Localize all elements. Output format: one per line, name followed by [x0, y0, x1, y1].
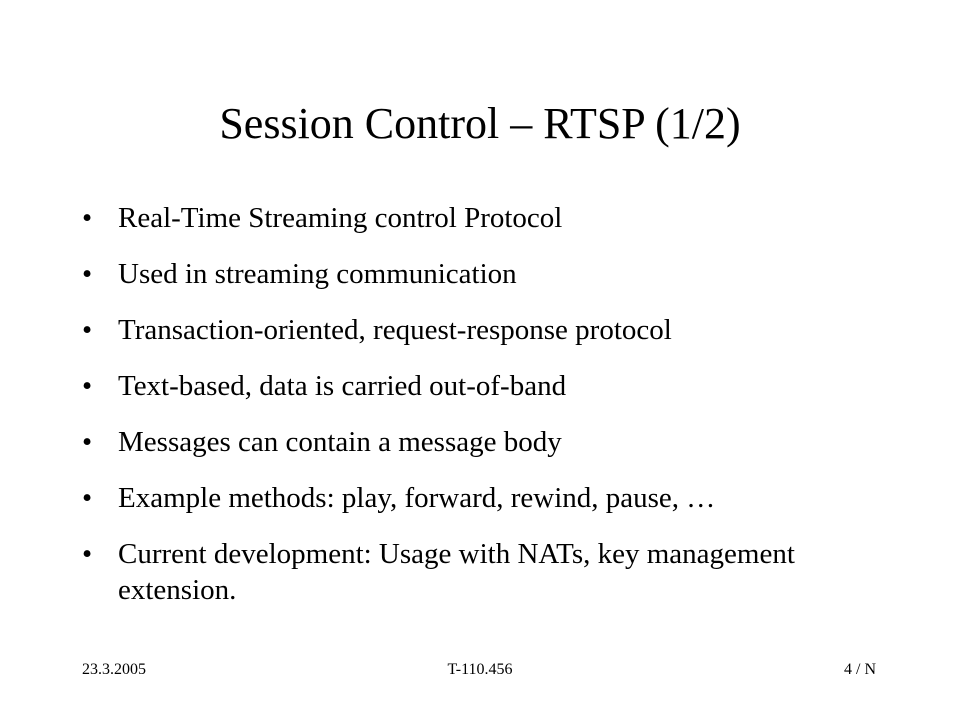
- footer-date: 23.3.2005: [82, 661, 146, 678]
- bullet-item: [82, 424, 902, 460]
- bullet-text: Example methods: play, forward, rewind, pause, …: [118, 482, 716, 514]
- bullet-item: [82, 368, 902, 404]
- bullet-icon: •: [82, 314, 93, 346]
- bullet-text: Used in streaming communication: [118, 258, 517, 290]
- footer-course-code: T-110.456: [447, 661, 513, 678]
- bullet-text: Transaction-oriented, request-response protocol: [118, 314, 672, 346]
- bullet-text: Text-based, data is carried out-of-band: [118, 370, 567, 402]
- bullet-item: [82, 256, 902, 292]
- bullet-icon: •: [82, 258, 93, 290]
- bullet-item: [82, 480, 902, 516]
- bullet-icon: •: [82, 482, 93, 514]
- bullet-text: Real-Time Streaming control Protocol: [118, 202, 563, 234]
- bullet-icon: •: [82, 426, 93, 458]
- bullet-item: [82, 312, 902, 348]
- bullet-icon: •: [82, 538, 93, 570]
- bullet-text: Current development: Usage with NATs, key management extension.: [118, 538, 795, 606]
- bullet-icon: •: [82, 370, 93, 402]
- bullet-item: [82, 200, 902, 236]
- slide-title: Session Control – RTSP (1/2): [219, 99, 741, 148]
- bullet-list: [82, 200, 902, 608]
- bullet-item: [82, 536, 902, 608]
- footer-page-number: 4 / N: [844, 661, 876, 678]
- bullet-text: Messages can contain a message body: [118, 426, 562, 458]
- bullet-icon: •: [82, 202, 93, 234]
